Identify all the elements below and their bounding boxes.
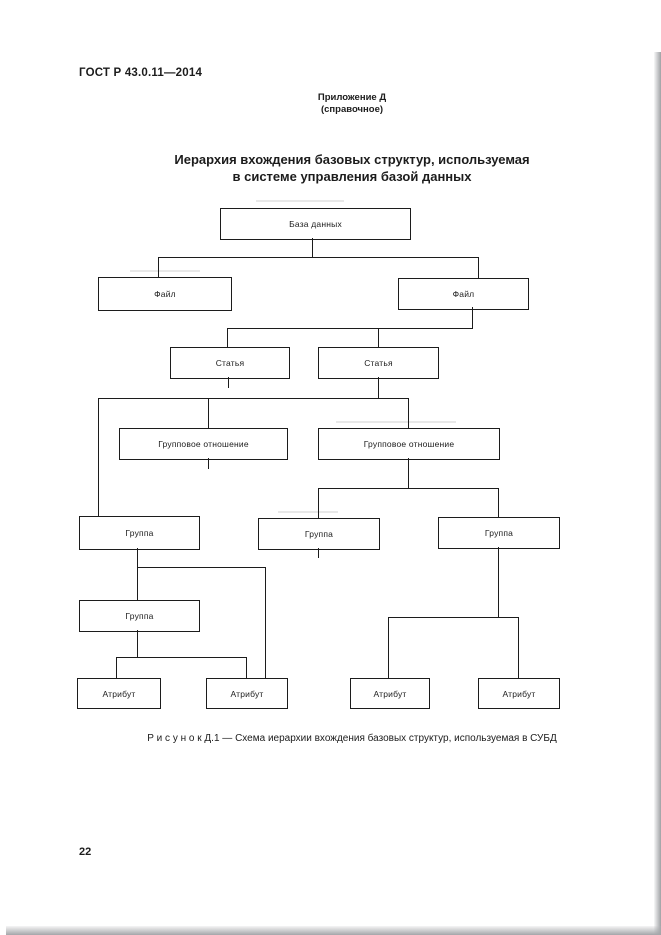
connector-line [408, 398, 409, 428]
node-database: База данных [220, 208, 411, 240]
connector-line [378, 377, 379, 398]
scan-smudge [278, 511, 338, 513]
connector-line [478, 257, 479, 278]
node-file-left: Файл [98, 277, 232, 311]
node-file-right: Файл [398, 278, 529, 310]
standard-code: ГОСТ Р 43.0.11—2014 [79, 67, 203, 79]
scan-smudge [256, 200, 344, 202]
connector-line [208, 398, 209, 428]
connector-line [378, 328, 379, 347]
appendix-note: (справочное) [320, 104, 384, 115]
connector-line [137, 630, 138, 657]
connector-line [265, 567, 266, 678]
connector-line [318, 488, 319, 518]
node-attribute-4: Атрибут [478, 678, 560, 709]
figure-title-line1: Иерархия вхождения базовых структур, используемая [174, 152, 530, 167]
connector-line [498, 547, 499, 617]
figure-title [43, 152, 661, 185]
connector-line [498, 488, 499, 517]
scan-edge-right [654, 52, 661, 935]
node-group-middle: Группа [258, 518, 380, 550]
connector-line [98, 398, 409, 399]
appendix-label: Приложение Д [317, 92, 387, 103]
connector-stub [208, 458, 209, 469]
node-group-relation-right: Групповое отношение [318, 428, 500, 460]
appendix-heading [43, 92, 661, 116]
connector-line [137, 548, 138, 600]
node-group-nested: Группа [79, 600, 200, 632]
connector-line [318, 488, 499, 489]
page-number: 22 [79, 846, 92, 858]
connector-line [227, 328, 228, 347]
connector-line [98, 398, 99, 516]
connector-line [388, 617, 519, 618]
scan-smudge [130, 270, 200, 272]
node-attribute-2: Атрибут [206, 678, 288, 709]
connector-line [388, 617, 389, 678]
connector-line [158, 257, 159, 277]
node-group-left: Группа [79, 516, 200, 550]
connector-line [137, 567, 266, 568]
node-attribute-3: Атрибут [350, 678, 430, 709]
connector-line [116, 657, 247, 658]
node-attribute-1: Атрибут [77, 678, 161, 709]
scan-smudge [336, 421, 456, 423]
connector-line [408, 458, 409, 488]
connector-stub [318, 548, 319, 558]
connector-line [116, 657, 117, 678]
connector-line [312, 238, 313, 257]
figure-title-line2: в системе управления базой данных [232, 168, 472, 184]
node-group-right: Группа [438, 517, 560, 549]
figure-caption: Р и с у н о к Д.1 — Схема иерархии вхождения базовых структур, используемая в СУБД [147, 733, 557, 744]
connector-line [158, 257, 479, 258]
connector-line [246, 657, 247, 678]
connector-line [518, 617, 519, 678]
node-article-right: Статья [318, 347, 439, 379]
node-group-relation-left: Групповое отношение [119, 428, 288, 460]
node-article-left: Статья [170, 347, 290, 379]
connector-line [227, 328, 473, 329]
connector-line [472, 307, 473, 328]
connector-stub [228, 377, 229, 388]
scan-edge-bottom [6, 926, 661, 935]
